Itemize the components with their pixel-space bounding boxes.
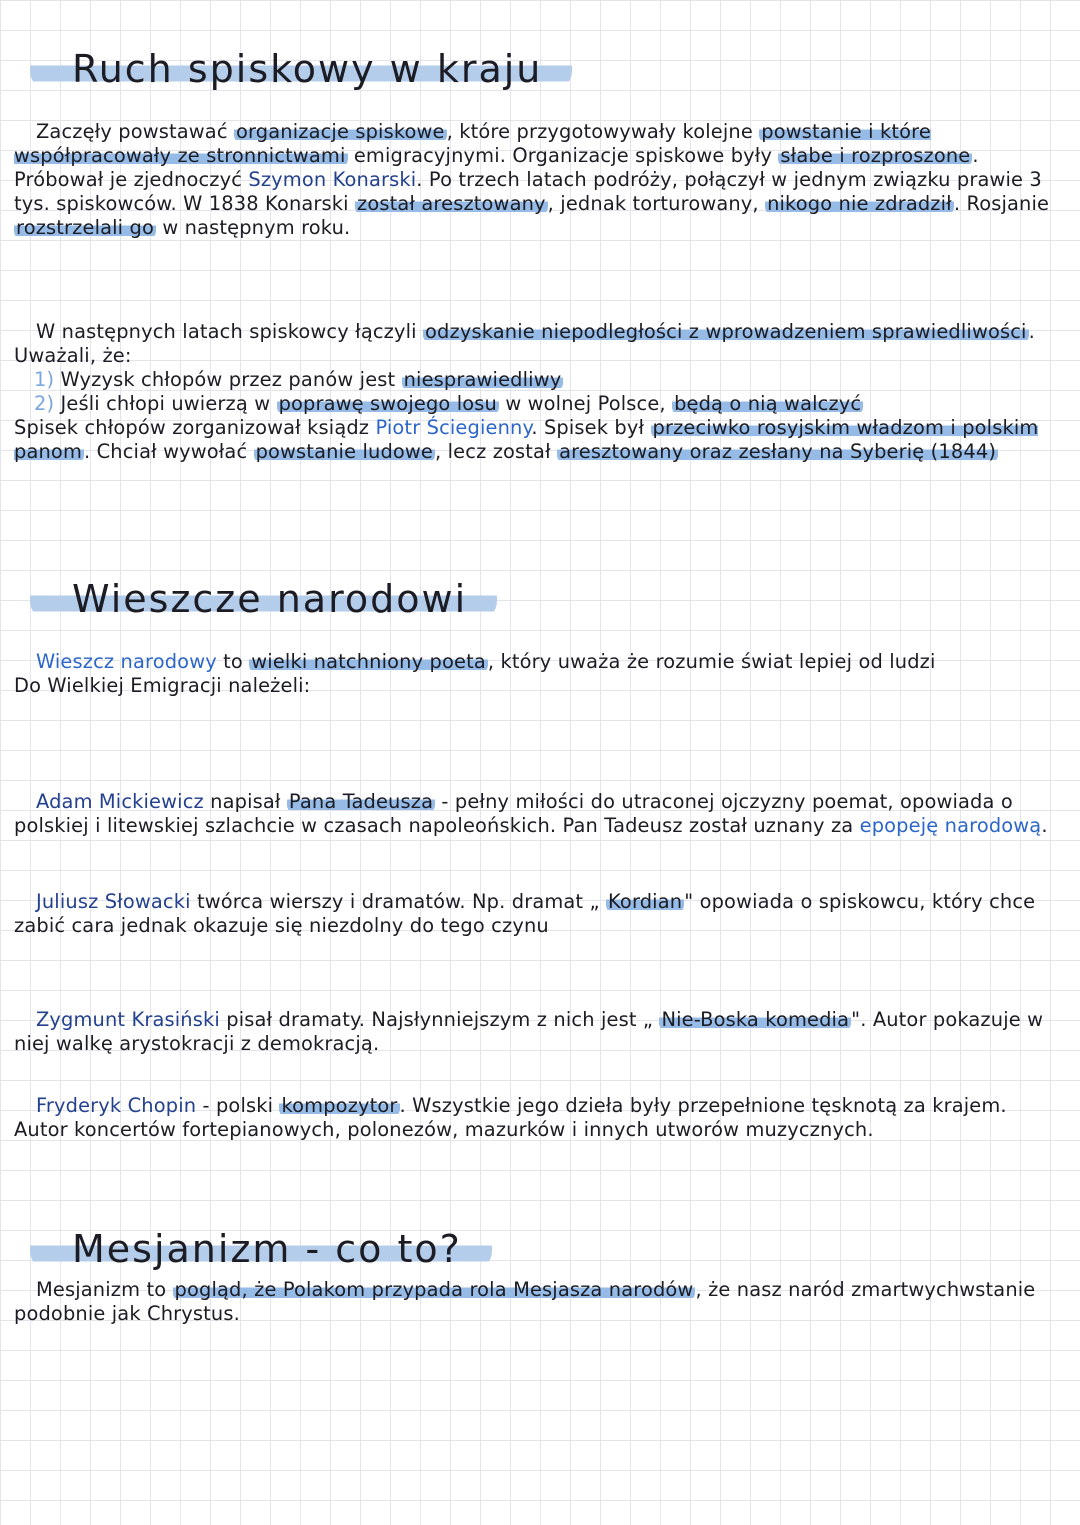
paragraph-slowacki: Juliusz Słowacki twórca wierszy i dramatów. Np. dramat „ Kordian " opowiada o spiskowcu, który chce zabić cara jednak okazuje się niezdolny do tego czynu	[14, 890, 1036, 937]
section-title-ruch-spiskowy: Ruch spiskowy w kraju	[30, 50, 572, 88]
highlight: rozstrzelali go	[16, 216, 155, 239]
text: Do Wielkiej Emigracji należeli:	[14, 674, 311, 697]
name-chopin: Fryderyk Chopin	[36, 1094, 197, 1117]
term-epopeja: epopeję narodową	[859, 814, 1042, 837]
name-krasinski: Zygmunt Krasiński	[36, 1008, 220, 1031]
name-konarski: Szymon Konarski	[248, 168, 417, 191]
highlight: powstanie ludowe	[255, 440, 434, 463]
name-sciegienny: Piotr Ściegienny	[375, 416, 532, 439]
name-slowacki: Juliusz Słowacki	[36, 890, 191, 913]
highlight: aresztowany oraz zesłany na Syberię (1844)	[559, 440, 997, 463]
paragraph-konarski: Zaczęły powstawać organizacje spiskowe , które przygotowywały kolejne powstanie i które współpracowały ze stronnictwami emigracyjnymi. Organizacje spiskowe były słabe i rozproszone . Próbował je zjednoczyć Szymon Konarski. Po trzech latach podróży, połączył w jednym związku prawie 3 tys. spiskowców. W 1838 Konarski został aresztowany , jednak torturowany, nikogo nie zdradził . Rosjanie rozstrzelali go w następnym roku.	[14, 120, 1050, 239]
highlight: słabe i rozproszone	[780, 144, 971, 167]
highlight: kompozytor	[281, 1094, 398, 1117]
paragraph-mesjanizm: Mesjanizm to pogląd, że Polakom przypada rola Mesjasza narodów , że nasz naród zmartwychwstanie podobnie jak Chrystus.	[14, 1278, 1036, 1325]
highlight: przeciwko rosyjskim władzom i polskim panom	[14, 416, 1039, 463]
paragraph-krasinski: Zygmunt Krasiński pisał dramaty. Najsłynniejszym z nich jest „ Nie-Boska komedia ". Autor pokazuje w niej walkę arystokracji z demokracją.	[14, 1008, 1044, 1055]
paragraph-chopin: Fryderyk Chopin - polski kompozytor . Wszystkie jego dzieła były przepełnione tęsknotą za krajem. Autor koncertów fortepianowych, polonezów, mazurków i innych utworów muzycznych.	[14, 1094, 1007, 1141]
name-mickiewicz: Adam Mickiewicz	[36, 790, 204, 813]
term-wieszcz: Wieszcz narodowy	[36, 650, 217, 673]
highlight: pogląd, że Polakom przypada rola Mesjasza narodów	[174, 1278, 694, 1301]
highlight: organizacje spiskowe	[235, 120, 445, 143]
section-title-mesjanizm: Mesjanizm - co to?	[30, 1230, 492, 1268]
highlight: został aresztowany	[357, 192, 546, 215]
paragraph-sciegienny: W następnych latach spiskowcy łączyli odzyskanie niepodległości z wprowadzeniem sprawiedliwości . Uważali, że: 1) Wyzysk chłopów przez panów jest niesprawiedliwy 2) Jeśli chłopi uwierzą w poprawę swojego losu w wolnej Polsce, będą o nią walczyć Spisek chłopów zorganizował ksiądz Piotr Ściegienny. Spisek był przeciwko rosyjskim władzom i polskim panom . Chciał wywołać powstanie ludowe , lecz został aresztowany oraz zesłany na Syberię (1844)	[14, 320, 1066, 464]
highlight: poprawę swojego losu	[278, 392, 497, 415]
highlight: nikogo nie zdradził	[767, 192, 952, 215]
highlight: odzyskanie niepodległości z wprowadzeniem sprawiedliwości	[425, 320, 1027, 343]
paragraph-mickiewicz: Adam Mickiewicz napisał Pana Tadeusza - pełny miłości do utraconej ojczyzny poemat, opowiada o polskiej i litewskiej szlachcie w czasach napoleońskich. Pan Tadeusz został uznany za epopeję narodową.	[14, 790, 1048, 837]
highlight: powstanie i które współpracowały ze stronnictwami	[14, 120, 931, 167]
paragraph-wieszcz-definition: Wieszcz narodowy to wielki natchniony poeta , który uważa że rozumie świat lepiej od ludzi Do Wielkiej Emigracji należeli:	[14, 650, 1066, 698]
highlight: niesprawiedliwy	[403, 368, 562, 391]
highlight: Kordian	[608, 890, 683, 913]
highlight: wielki natchniony poeta	[251, 650, 486, 673]
highlight: będą o nią walczyć	[674, 392, 862, 415]
section-title-wieszcze: Wieszcze narodowi	[30, 580, 497, 618]
list-item-1: 1) Wyzysk chłopów przez panów jest niesprawiedliwy	[34, 368, 562, 391]
highlight: Nie-Boska komedia	[661, 1008, 850, 1031]
highlight: Pana Tadeusza	[288, 790, 434, 813]
text: Zaczęły powstawać	[36, 120, 228, 143]
list-item-2: 2) Jeśli chłopi uwierzą w poprawę swojego losu w wolnej Polsce, będą o nią walczyć	[34, 392, 862, 415]
